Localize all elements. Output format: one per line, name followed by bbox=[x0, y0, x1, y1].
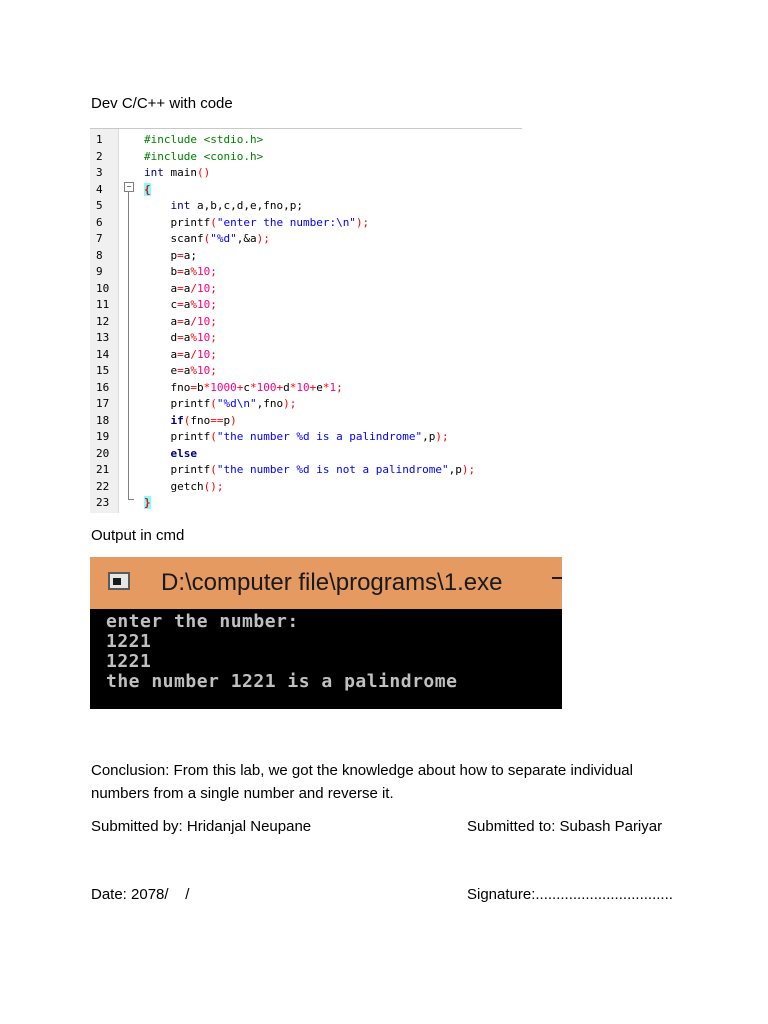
code-token: = bbox=[177, 265, 184, 278]
code-token: "%d\n" bbox=[216, 397, 257, 410]
line-number: 9 bbox=[96, 265, 103, 278]
code-text bbox=[144, 149, 263, 166]
code-token: e bbox=[144, 364, 178, 377]
console-line: the number 1221 is a palindrome bbox=[106, 671, 458, 692]
line-number: 14 bbox=[96, 347, 110, 361]
code-token: else bbox=[170, 446, 197, 460]
code-token: ); bbox=[435, 430, 449, 443]
code-token bbox=[144, 199, 171, 212]
line-number: 18 bbox=[96, 413, 110, 427]
console-titlebar[interactable] bbox=[90, 557, 562, 609]
code-token: printf bbox=[144, 463, 211, 476]
code-text bbox=[144, 396, 296, 413]
code-token: = bbox=[177, 331, 184, 344]
code-token: 1 bbox=[329, 380, 337, 394]
code-token: "the number %d is not a palindrome" bbox=[216, 463, 449, 476]
line-number: 16 bbox=[96, 380, 110, 394]
code-token: 10 bbox=[296, 380, 310, 394]
minimize-icon[interactable] bbox=[552, 577, 562, 579]
code-token: * bbox=[203, 380, 211, 394]
line-number: 17 bbox=[96, 397, 110, 410]
code-token bbox=[144, 447, 171, 460]
date-field: Date: 2078/ / bbox=[91, 886, 190, 903]
line-number: 4 bbox=[96, 182, 103, 196]
code-text bbox=[144, 347, 217, 364]
line-number: 8 bbox=[96, 248, 103, 262]
code-token: a bbox=[183, 347, 191, 361]
code-text bbox=[144, 363, 217, 380]
code-token: 1000 bbox=[210, 380, 237, 394]
code-token: 10 bbox=[197, 331, 211, 344]
code-token: } bbox=[144, 496, 151, 509]
code-line bbox=[90, 182, 522, 199]
code-token: c bbox=[144, 298, 178, 311]
code-token: ,p bbox=[448, 463, 462, 476]
code-token: a bbox=[183, 265, 191, 278]
code-line bbox=[90, 198, 522, 215]
code-line bbox=[90, 363, 522, 380]
code-token: printf bbox=[144, 215, 211, 229]
line-number: 13 bbox=[96, 331, 110, 344]
output-section-heading: Output in cmd bbox=[91, 527, 185, 544]
code-token: % bbox=[190, 298, 197, 311]
code-line bbox=[90, 132, 522, 149]
code-token: { bbox=[144, 182, 151, 196]
code-token: * bbox=[249, 380, 257, 394]
code-token: "enter the number:\n" bbox=[216, 215, 356, 229]
code-token: * bbox=[322, 380, 330, 394]
code-token: = bbox=[177, 281, 184, 295]
code-line bbox=[90, 264, 522, 281]
code-editor bbox=[90, 128, 522, 513]
line-number: 23 bbox=[96, 496, 110, 509]
line-number: 20 bbox=[96, 446, 110, 460]
code-token: % bbox=[190, 331, 197, 344]
code-line bbox=[90, 165, 522, 182]
code-token: + bbox=[276, 380, 284, 394]
code-token: ); bbox=[355, 215, 370, 229]
code-token: ,&a bbox=[236, 232, 257, 245]
code-token: int bbox=[170, 199, 191, 212]
code-token: d bbox=[283, 380, 290, 394]
code-token: b bbox=[196, 380, 204, 394]
code-token: a,b,c,d,e,fno,p; bbox=[190, 199, 303, 212]
line-number: 6 bbox=[96, 215, 103, 229]
code-line bbox=[90, 462, 522, 479]
code-token: = bbox=[177, 314, 184, 328]
console-output bbox=[90, 609, 562, 709]
code-token: ( bbox=[183, 413, 191, 427]
code-token: ); bbox=[461, 463, 476, 476]
code-token: a bbox=[144, 347, 178, 361]
code-token: ( bbox=[210, 215, 217, 229]
code-token: ); bbox=[283, 397, 297, 410]
code-token: a bbox=[144, 281, 178, 295]
code-token: ( bbox=[210, 463, 217, 476]
code-token: ); bbox=[256, 232, 270, 245]
code-text bbox=[144, 380, 343, 397]
code-token: 10 bbox=[197, 281, 211, 295]
code-token: == bbox=[210, 413, 224, 427]
code-line bbox=[90, 380, 522, 397]
code-token: #include <conio.h> bbox=[144, 149, 264, 163]
code-token: d bbox=[144, 331, 178, 344]
code-token: ; bbox=[210, 347, 217, 361]
code-token: % bbox=[190, 364, 197, 377]
line-number: 5 bbox=[96, 199, 103, 212]
line-number: 15 bbox=[96, 364, 110, 377]
code-token: 10 bbox=[197, 314, 211, 328]
code-token: "the number %d is a palindrome" bbox=[216, 430, 423, 443]
code-token: getch bbox=[144, 479, 204, 493]
code-text bbox=[144, 215, 369, 232]
code-line bbox=[90, 231, 522, 248]
code-text bbox=[144, 495, 151, 512]
line-number: 22 bbox=[96, 479, 110, 493]
code-text bbox=[144, 413, 237, 430]
code-token: + bbox=[309, 380, 317, 394]
code-token: = bbox=[190, 380, 197, 394]
code-text bbox=[144, 264, 217, 281]
code-text bbox=[144, 165, 210, 182]
code-token: ; bbox=[210, 331, 217, 344]
code-text bbox=[144, 446, 197, 463]
code-text bbox=[144, 314, 217, 331]
code-line bbox=[90, 495, 522, 512]
line-number: 19 bbox=[96, 430, 110, 443]
code-token: / bbox=[190, 281, 197, 295]
code-text bbox=[144, 462, 475, 479]
code-token: if bbox=[170, 413, 184, 427]
code-token: = bbox=[177, 347, 184, 361]
code-text bbox=[144, 182, 151, 199]
line-number: 10 bbox=[96, 281, 110, 295]
code-token: 10 bbox=[197, 265, 211, 278]
code-line bbox=[90, 149, 522, 166]
code-token: a bbox=[183, 314, 191, 328]
code-token: / bbox=[190, 314, 197, 328]
code-token: a bbox=[183, 281, 191, 295]
code-token: printf bbox=[144, 397, 211, 410]
code-text bbox=[144, 132, 263, 149]
code-token: ( bbox=[210, 430, 217, 443]
code-token: 10 bbox=[197, 298, 211, 311]
code-text bbox=[144, 198, 303, 215]
code-line bbox=[90, 281, 522, 298]
line-number: 12 bbox=[96, 314, 110, 328]
code-token bbox=[144, 414, 171, 427]
code-line bbox=[90, 413, 522, 430]
code-text bbox=[144, 479, 223, 496]
code-token: a bbox=[183, 298, 191, 311]
code-token: c bbox=[243, 380, 250, 394]
code-line bbox=[90, 347, 522, 364]
code-token: printf bbox=[144, 430, 211, 443]
code-token: ; bbox=[210, 298, 217, 311]
code-token: = bbox=[177, 298, 184, 311]
console-line: enter the number: bbox=[106, 611, 299, 632]
line-number: 11 bbox=[96, 298, 110, 311]
line-number: 3 bbox=[96, 166, 103, 179]
code-text bbox=[144, 330, 217, 347]
code-token: ( bbox=[210, 397, 217, 410]
code-token: ; bbox=[210, 281, 217, 295]
console-title: D:\computer file\programs\1.exe bbox=[161, 569, 503, 596]
code-token: "%d" bbox=[210, 232, 237, 245]
line-number: 1 bbox=[96, 133, 103, 146]
code-token: int bbox=[144, 166, 164, 179]
code-token: (); bbox=[203, 479, 224, 493]
code-line bbox=[90, 215, 522, 232]
signature-field: Signature:................................. bbox=[467, 886, 673, 903]
code-text bbox=[144, 297, 217, 314]
code-token: #include <stdio.h> bbox=[144, 133, 264, 146]
code-token: fno bbox=[190, 413, 211, 427]
code-token: ; bbox=[210, 265, 217, 278]
code-token: 10 bbox=[197, 364, 211, 377]
code-token: p bbox=[144, 248, 178, 262]
code-line bbox=[90, 479, 522, 496]
code-token: a bbox=[144, 314, 178, 328]
code-text bbox=[144, 429, 449, 446]
code-line bbox=[90, 429, 522, 446]
code-line bbox=[90, 248, 522, 265]
code-token: a bbox=[183, 331, 191, 344]
code-token: 100 bbox=[256, 380, 277, 394]
code-text bbox=[144, 231, 270, 248]
code-token: a bbox=[183, 364, 191, 377]
code-line bbox=[90, 314, 522, 331]
code-section-heading: Dev C/C++ with code bbox=[91, 95, 233, 112]
console-line: 1221 bbox=[106, 651, 152, 672]
code-token: ,fno bbox=[256, 397, 284, 410]
code-token: ( bbox=[203, 232, 211, 245]
code-token: () bbox=[197, 166, 211, 179]
code-token: scanf bbox=[144, 232, 204, 245]
code-token: 10 bbox=[197, 347, 211, 361]
code-line bbox=[90, 396, 522, 413]
console-app-icon bbox=[108, 572, 130, 590]
line-number: 21 bbox=[96, 463, 110, 476]
code-token: p bbox=[223, 413, 231, 427]
code-token: fno bbox=[144, 380, 191, 394]
conclusion-text: Conclusion: From this lab, we got the knowledge about how to separate individual numbers from a single number and reverse it. bbox=[91, 762, 633, 802]
line-number: 7 bbox=[96, 232, 103, 245]
code-token: = bbox=[177, 364, 184, 377]
console-window bbox=[90, 557, 562, 709]
code-token: % bbox=[190, 265, 197, 278]
code-line bbox=[90, 446, 522, 463]
code-text bbox=[144, 248, 197, 265]
submitted-to: Submitted to: Subash Pariyar bbox=[467, 818, 663, 835]
code-line bbox=[90, 297, 522, 314]
code-token: = bbox=[177, 248, 184, 262]
code-token: ; bbox=[210, 364, 217, 377]
console-line: 1221 bbox=[106, 631, 152, 652]
code-token: ; bbox=[210, 314, 217, 328]
code-token: ; bbox=[336, 380, 343, 394]
code-token: e bbox=[316, 380, 323, 394]
code-token: b bbox=[144, 265, 178, 278]
submitted-by: Submitted by: Hridanjal Neupane bbox=[91, 818, 312, 835]
code-token: / bbox=[190, 347, 197, 361]
code-text bbox=[144, 281, 217, 298]
code-token: ) bbox=[230, 413, 237, 427]
fold-collapse-icon[interactable]: − bbox=[124, 182, 134, 192]
code-token: main bbox=[163, 166, 197, 179]
code-token: + bbox=[236, 380, 244, 394]
code-token: ,p bbox=[422, 430, 436, 443]
code-line bbox=[90, 330, 522, 347]
line-number: 2 bbox=[96, 149, 103, 163]
code-token: * bbox=[289, 380, 297, 394]
code-token: a; bbox=[183, 248, 197, 262]
